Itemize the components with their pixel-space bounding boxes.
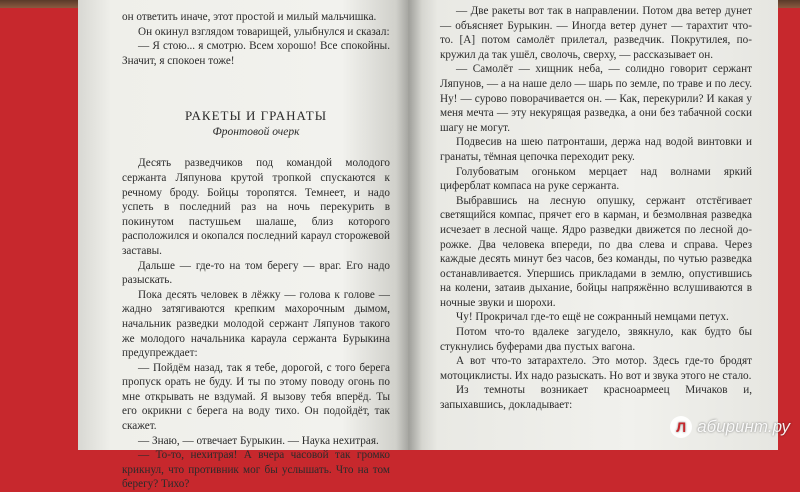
watermark-text: абиринт.ру — [697, 417, 790, 436]
left-paragraph: — Пойдём назад, так я тебе, дорогой, с того берега пропуск орать не буду. И ты по этому поводу огонь по мне открывать не вздумай. Я вызову тебя вперёд. Ты его окрикни с берега на воду тихо. Он подойдёт, так скажет. — [122, 361, 390, 433]
right-paragraph: — Две ракеты вот так в направлении. Потом два ветер дунет — объясняет Бурыкин. — Иногда ветер дунет — тарахтит что-то. [А] потом самолёт прилетал, разведчик. Покрутилея, покружил да так ушёл, сволочь, сверху, — рассказывает он. — [440, 5, 752, 61]
left-top-paragraph: — Я стою... я смотрю. Всем хорошо! Все спокойны. Значит, я спокоен тоже! — [122, 40, 390, 67]
left-paragraph: — То-то, нехитрая! А вчера часовой так громко крикнул, что противник мог бы услышать. Что на том берегу? Тихо? — [122, 449, 390, 491]
left-paragraph: Дальше — где-то на том берегу — враг. Его надо разыскать. — [122, 259, 390, 287]
right-paragraph: Потом что-то вдалеке загудело, звякнуло, как будто бы стукнулись буферами два пустых вагона. — [440, 326, 752, 353]
right-paragraph: Голубоватым огоньком мерцает над волнами яркий циферблат компаса на руке сержанта. — [440, 165, 752, 193]
right-paragraph: Чу! Прокричал где-то ещё не сожранный немцами петух. — [456, 311, 729, 324]
chapter-subtitle: Фронтовой очерк — [212, 126, 300, 139]
labirint-logo-icon: Л — [670, 416, 692, 438]
watermark — [670, 416, 790, 438]
right-paragraph: А вот что-то затарахтело. Это мотор. Здесь где-то бродят мотоциклисты. Их надо разыскать. Но вот и звука этого не стало. — [440, 355, 752, 382]
chapter-title: РАКЕТЫ И ГРАНАТЫ — [184, 108, 328, 124]
left-paragraph: — Знаю, — отвечает Бурыкин. — Наука нехитрая. — [138, 434, 379, 447]
left-top-paragraph: Он окинул взглядом товарищей, улыбнулся и сказал: — [138, 25, 390, 38]
right-page — [408, 0, 778, 450]
open-book — [78, 0, 778, 491]
left-paragraph: Десять разведчиков под командой молодого сержанта Ляпунова крутой тропкой спускаются к речному броду. Бойцы торопятся. Темнеет, и надо успеть в последний раз на ночь перекурить в покинутом пастушьем шалаше, близ которого расположился и окопался последний караул сторожевой заставы. — [122, 157, 390, 257]
right-paragraph: — Самолёт — хищник неба, — солидно говорит сержант Ляпунов, — а на наше дело — шарь по земле, по траве и по лесу. Ну! — сурово поворачивается он. — Как, перекурили? И какая у меня мечта — эту некурящая разведка, а они без табачной соски шагу не могут. — [440, 63, 752, 134]
right-paragraph: Выбравшись на лесную опушку, сержант отстёгивает светящийся компас, прячет его в карман, и безмолвная разведка исчезает в лесной чаще. Ядро разведки движется по лесной дорожке. Два человека впереди, по два слева и справа. Через каждые десять минут без часов, без команды, по чутью разведка останавливается. Упершись прикладами в землю, опустившись на колени, затаив дыхание, бойцы напряжённо вслушиваются в ночные звуки и шорохи. — [440, 194, 752, 309]
left-paragraph: Пока десять человек в лёжку — голова к голове — жадно затягиваются крепким махорочным дымом, начальник разведки молодой сержант Ляпунов такого же молодого начальника караула сержанта Бурыкина предупреждает: — [122, 288, 390, 360]
left-page — [78, 0, 408, 491]
left-top-paragraph: он ответить иначе, этот простой и милый мальчишка. — [122, 11, 377, 23]
right-paragraph: Подвесив на шею патронташи, держа над водой винтовки и гранаты, тёмная цепочка переходит реку. — [440, 136, 752, 163]
right-paragraph: Из темноты возникает красноармеец Мичаков и, запыхавшись, докладывает: — [440, 384, 752, 412]
